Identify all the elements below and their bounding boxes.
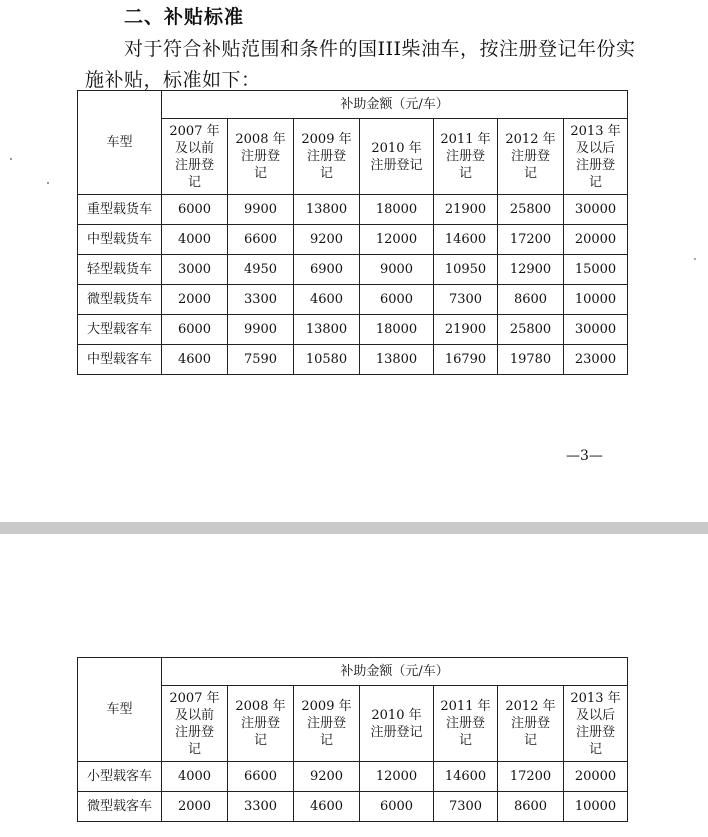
scan-speck [694,258,696,260]
amount-cell: 4600 [162,345,228,375]
header-year-line: 2010 年 [371,140,422,156]
vehicle-type-cell: 小型载客车 [78,762,162,792]
amount-cell: 23000 [564,345,628,375]
table-row [78,195,628,225]
header-year-line: 2008 年 [235,132,286,147]
amount-cell: 21900 [434,315,498,345]
subsidy-table-2 [77,657,628,822]
header-year-line: 记 [523,166,537,181]
header-year-1 [228,119,294,195]
amount-cell: 12900 [498,255,564,285]
document-page-4 [0,534,708,837]
amount-cell: 10950 [434,255,498,285]
header-year-line: 注册登 [174,724,214,740]
header-vehicle-type: 车型 [78,658,162,762]
amount-cell: 4000 [162,762,228,792]
header-year-line: 记 [319,733,333,748]
amount-cell: 6600 [228,225,294,255]
amount-cell: 17200 [498,225,564,255]
header-year-3 [360,119,434,195]
amount-cell: 14600 [434,225,498,255]
page-gap [0,522,708,534]
header-year-5 [498,119,564,195]
header-year-line: 注册登 [240,716,280,731]
header-year-4 [434,686,498,762]
amount-cell: 2000 [162,792,228,822]
header-year-line: 注册登 [445,149,485,164]
amount-cell: 30000 [564,195,628,225]
page-number: —3— [566,448,603,464]
scan-speck [47,182,49,184]
header-year-line: 及以前 [174,140,214,156]
amount-cell: 13800 [360,345,434,375]
header-year-line: 注册登 [510,149,550,164]
header-year-line: 注册登 [445,716,485,731]
vehicle-type-cell: 微型载货车 [78,285,162,315]
table-row [78,345,628,375]
amount-cell: 13800 [294,195,360,225]
amount-cell: 9900 [228,315,294,345]
header-amount: 补助金额（元/车） [162,658,628,686]
header-year-line: 记 [458,733,472,748]
header-year-line: 及以后 [576,140,616,156]
amount-cell: 3000 [162,255,228,285]
amount-cell: 10000 [564,285,628,315]
header-amount: 补助金额（元/车） [162,91,628,119]
paragraph-line-1: 对于符合补贴范围和条件的国III柴油车，按注册登记年份实 [124,38,636,60]
table-row [78,315,628,345]
header-year-line: 2011 年 [440,132,491,147]
vehicle-type-cell: 大型载客车 [78,315,162,345]
table-row [78,285,628,315]
amount-cell: 14600 [434,762,498,792]
table-row [78,762,628,792]
vehicle-type-cell: 轻型载货车 [78,255,162,285]
amount-cell: 4600 [294,792,360,822]
amount-cell: 16790 [434,345,498,375]
header-year-line: 记 [458,166,472,181]
amount-cell: 25800 [498,195,564,225]
header-year-line: 2013 年 [570,690,621,706]
amount-cell: 8600 [498,285,564,315]
amount-cell: 4950 [228,255,294,285]
subsidy-table-1 [77,90,628,375]
amount-cell: 19780 [498,345,564,375]
amount-cell: 25800 [498,315,564,345]
header-year-line: 2007 年 [169,123,220,139]
header-year-line: 及以前 [174,707,214,723]
header-year-0 [162,686,228,762]
amount-cell: 9900 [228,195,294,225]
amount-cell: 30000 [564,315,628,345]
amount-cell: 9200 [294,762,360,792]
vehicle-type-cell: 重型载货车 [78,195,162,225]
header-year-0 [162,119,228,195]
vehicle-type-cell: 微型载客车 [78,792,162,822]
section-heading: 二、补贴标准 [124,6,245,28]
amount-cell: 4600 [294,285,360,315]
header-year-line: 记 [187,174,201,190]
table-row [78,792,628,822]
amount-cell: 4000 [162,225,228,255]
header-vehicle-type: 车型 [78,91,162,195]
amount-cell: 15000 [564,255,628,285]
header-year-line: 记 [523,733,537,748]
header-year-2 [294,686,360,762]
amount-cell: 7300 [434,285,498,315]
amount-cell: 8600 [498,792,564,822]
amount-cell: 6900 [294,255,360,285]
header-year-line: 记 [253,733,267,748]
amount-cell: 6000 [162,315,228,345]
header-year-line: 2010 年 [371,707,422,723]
amount-cell: 9000 [360,255,434,285]
header-year-line: 注册登记 [370,157,423,173]
header-year-line: 记 [253,166,267,181]
amount-cell: 6000 [162,195,228,225]
header-year-line: 注册登 [306,716,346,731]
header-year-line: 2013 年 [570,123,621,139]
header-year-line: 注册登 [576,724,616,740]
header-year-line: 2008 年 [235,699,286,714]
amount-cell: 7590 [228,345,294,375]
table-row [78,225,628,255]
header-year-line: 注册登记 [370,724,423,740]
header-year-line: 注册登 [510,716,550,731]
header-year-6 [564,119,628,195]
header-year-line: 注册登 [240,149,280,164]
header-year-5 [498,686,564,762]
header-year-line: 注册登 [174,157,214,173]
header-year-line: 2009 年 [301,699,352,714]
paragraph-line-2: 施补贴，标准如下： [85,69,261,91]
amount-cell: 6600 [228,762,294,792]
vehicle-type-cell: 中型载客车 [78,345,162,375]
header-year-line: 及以后 [576,707,616,723]
header-year-2 [294,119,360,195]
header-year-line: 2007 年 [169,690,220,706]
header-year-3 [360,686,434,762]
amount-cell: 21900 [434,195,498,225]
amount-cell: 17200 [498,762,564,792]
header-year-line: 记 [589,741,603,757]
header-year-line: 记 [589,174,603,190]
amount-cell: 3300 [228,285,294,315]
amount-cell: 6000 [360,792,434,822]
header-year-line: 记 [319,166,333,181]
amount-cell: 3300 [228,792,294,822]
amount-cell: 13800 [294,315,360,345]
header-year-line: 2012 年 [505,132,556,147]
amount-cell: 10000 [564,792,628,822]
amount-cell: 20000 [564,762,628,792]
header-year-4 [434,119,498,195]
amount-cell: 7300 [434,792,498,822]
amount-cell: 12000 [360,225,434,255]
amount-cell: 20000 [564,225,628,255]
header-year-line: 2011 年 [440,699,491,714]
amount-cell: 2000 [162,285,228,315]
scan-speck [10,158,12,160]
header-year-line: 注册登 [576,157,616,173]
amount-cell: 6000 [360,285,434,315]
header-year-1 [228,686,294,762]
amount-cell: 9200 [294,225,360,255]
header-year-line: 2012 年 [505,699,556,714]
amount-cell: 18000 [360,315,434,345]
header-year-line: 记 [187,741,201,757]
amount-cell: 18000 [360,195,434,225]
header-year-line: 注册登 [306,149,346,164]
amount-cell: 12000 [360,762,434,792]
table-row [78,255,628,285]
header-year-6 [564,686,628,762]
header-year-line: 2009 年 [301,132,352,147]
amount-cell: 10580 [294,345,360,375]
vehicle-type-cell: 中型载货车 [78,225,162,255]
